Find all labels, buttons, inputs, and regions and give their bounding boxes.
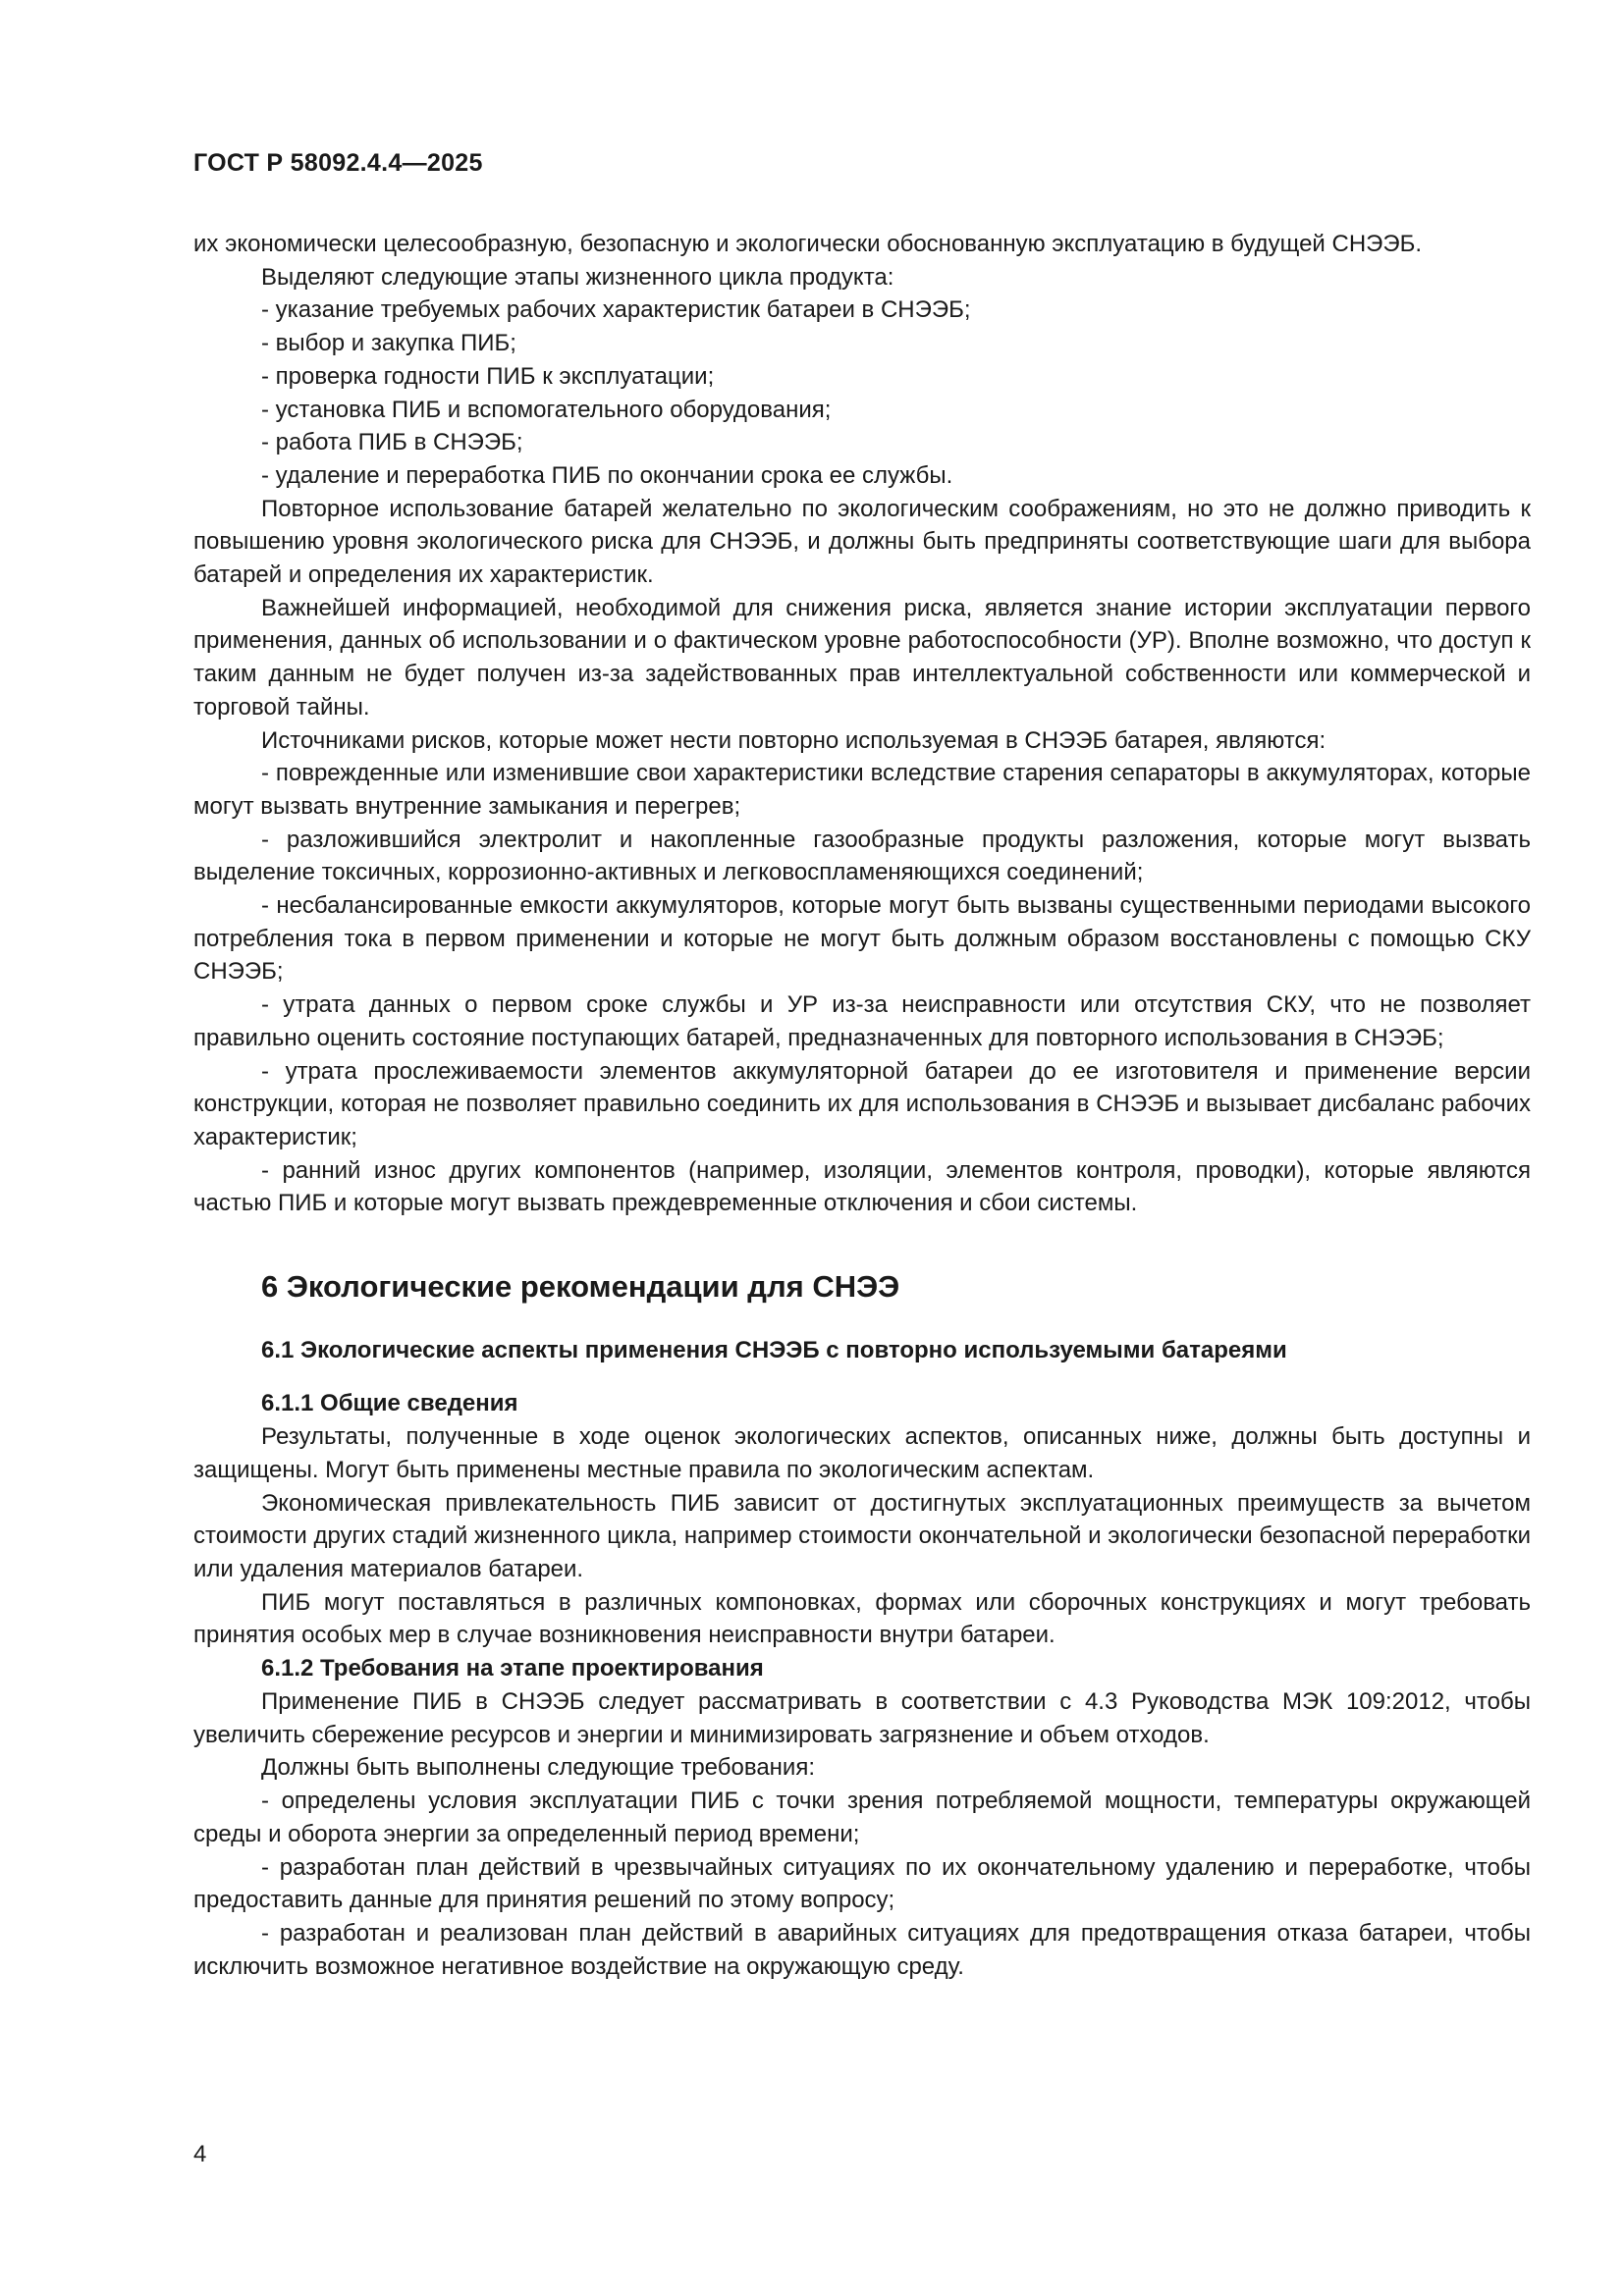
list-item: - несбалансированные емкости аккумуляторов, которые могут быть вызваны существенными периодами высокого потребления тока в первом применении и которые не могут быть должным образом восстановлены с помощью СКУ СНЭЭБ;	[193, 892, 1531, 986]
document-page	[193, 147, 1531, 1983]
list-item: - ранний износ других компонентов (например, изоляции, элементов контроля, проводки), которые являются частью ПИБ и которые могут вызвать преждевременные отключения и сбои системы.	[193, 1156, 1531, 1217]
list-item: - разложившийся электролит и накопленные газообразные продукты разложения, которые могут вызвать выделение токсичных, коррозионно-активных и легковоспламеняющихся соединений;	[193, 826, 1531, 886]
page-number: 4	[193, 2141, 207, 2167]
list-item: - указание требуемых рабочих характеристик батареи в СНЭЭБ;	[261, 296, 971, 324]
list-item: - разработан план действий в чрезвычайных ситуациях по их окончательному удалению и переработке, чтобы предоставить данные для принятия решений по этому вопросу;	[193, 1853, 1531, 1914]
paragraph: Важнейшей информацией, необходимой для снижения риска, является знание истории эксплуатации первого применения, данных об использовании и о фактическом уровне работоспособности (УР). Вполне возможно, что доступ к таким данным не будет получен из-за задействованных прав интеллектуальной собственности или коммерческой и торговой тайны.	[193, 594, 1531, 721]
paragraph: Источниками рисков, которые может нести повторно используемая в СНЭЭБ батарея, являются:	[261, 726, 1326, 754]
section-6-1-2-title: 6.1.2 Требования на этапе проектирования	[261, 1655, 764, 1682]
intro-text	[193, 228, 1531, 1220]
paragraph: Должны быть выполнены следующие требования:	[261, 1754, 815, 1782]
list-item: - разработан и реализован план действий в аварийных ситуациях для предотвращения отказа батареи, чтобы исключить возможное негативное воздействие на окружающую среду.	[193, 1919, 1531, 1980]
paragraph: их экономически целесообразную, безопасную и экологически обоснованную эксплуатацию в будущей СНЭЭБ.	[193, 231, 1423, 257]
document-header: ГОСТ Р 58092.4.4—2025	[193, 149, 483, 177]
paragraph: Повторное использование батарей желательно по экологическим соображениям, но это не должно приводить к повышению уровня экологического риска для СНЭЭБ, и должны быть предприняты соответствующие шаги для выбора батарей и определения их характеристик.	[193, 495, 1531, 589]
paragraph: Результаты, полученные в ходе оценок экологических аспектов, описанных ниже, должны быть доступны и защищены. Могут быть применены местные правила по экологическим аспектам.	[193, 1423, 1531, 1483]
section-6-1-title: 6.1 Экологические аспекты применения СНЭЭБ с повторно используемыми батареями	[261, 1337, 1287, 1364]
list-item: - выбор и закупка ПИБ;	[261, 330, 516, 357]
paragraph: Экономическая привлекательность ПИБ зависит от достигнутых эксплуатационных преимуществ за вычетом стоимости других стадий жизненного цикла, например стоимости окончательной и экологически безопасной переработки или удаления материалов батареи.	[193, 1489, 1531, 1582]
paragraph: Применение ПИБ в СНЭЭБ следует рассматривать в соответствии с 4.3 Руководства МЭК 109:2012, чтобы увеличить сбережение ресурсов и энергии и минимизировать загрязнение и объем отходов.	[193, 1688, 1531, 1748]
paragraph: Выделяют следующие этапы жизненного цикла продукта:	[261, 263, 894, 291]
section-6-title: 6 Экологические рекомендации для СНЭЭ	[261, 1269, 900, 1305]
paragraph: ПИБ могут поставляться в различных компоновках, формах или сборочных конструкциях и могут требовать принятия особых мер в случае возникновения неисправности внутри батареи.	[193, 1588, 1531, 1649]
list-item: - определены условия эксплуатации ПИБ с точки зрения потребляемой мощности, температуры окружающей среды и оборота энергии за определенный период времени;	[193, 1788, 1531, 1847]
list-item: - проверка годности ПИБ к эксплуатации;	[261, 362, 715, 390]
section-6-1-1-title: 6.1.1 Общие сведения	[261, 1390, 518, 1417]
list-item: - установка ПИБ и вспомогательного оборудования;	[261, 396, 832, 423]
list-item: - поврежденные или изменившие свои характеристики вследствие старения сепараторы в аккумуляторах, которые могут вызвать внутренние замыкания и перегрев;	[193, 760, 1531, 820]
list-item: - утрата прослеживаемости элементов аккумуляторной батареи до ее изготовителя и применение версии конструкции, которая не позволяет правильно соединить их для использования в СНЭЭБ и вызывает дисбаланс рабочих характеристик;	[193, 1057, 1531, 1150]
list-item: - удаление и переработка ПИБ по окончании срока ее службы.	[261, 461, 953, 489]
list-item: - утрата данных о первом сроке службы и УР из-за неисправности или отсутствия СКУ, что не позволяет правильно оценить состояние поступающих батарей, предназначенных для повторного использования в СНЭЭБ;	[193, 991, 1531, 1051]
list-item: - работа ПИБ в СНЭЭБ;	[261, 429, 523, 456]
